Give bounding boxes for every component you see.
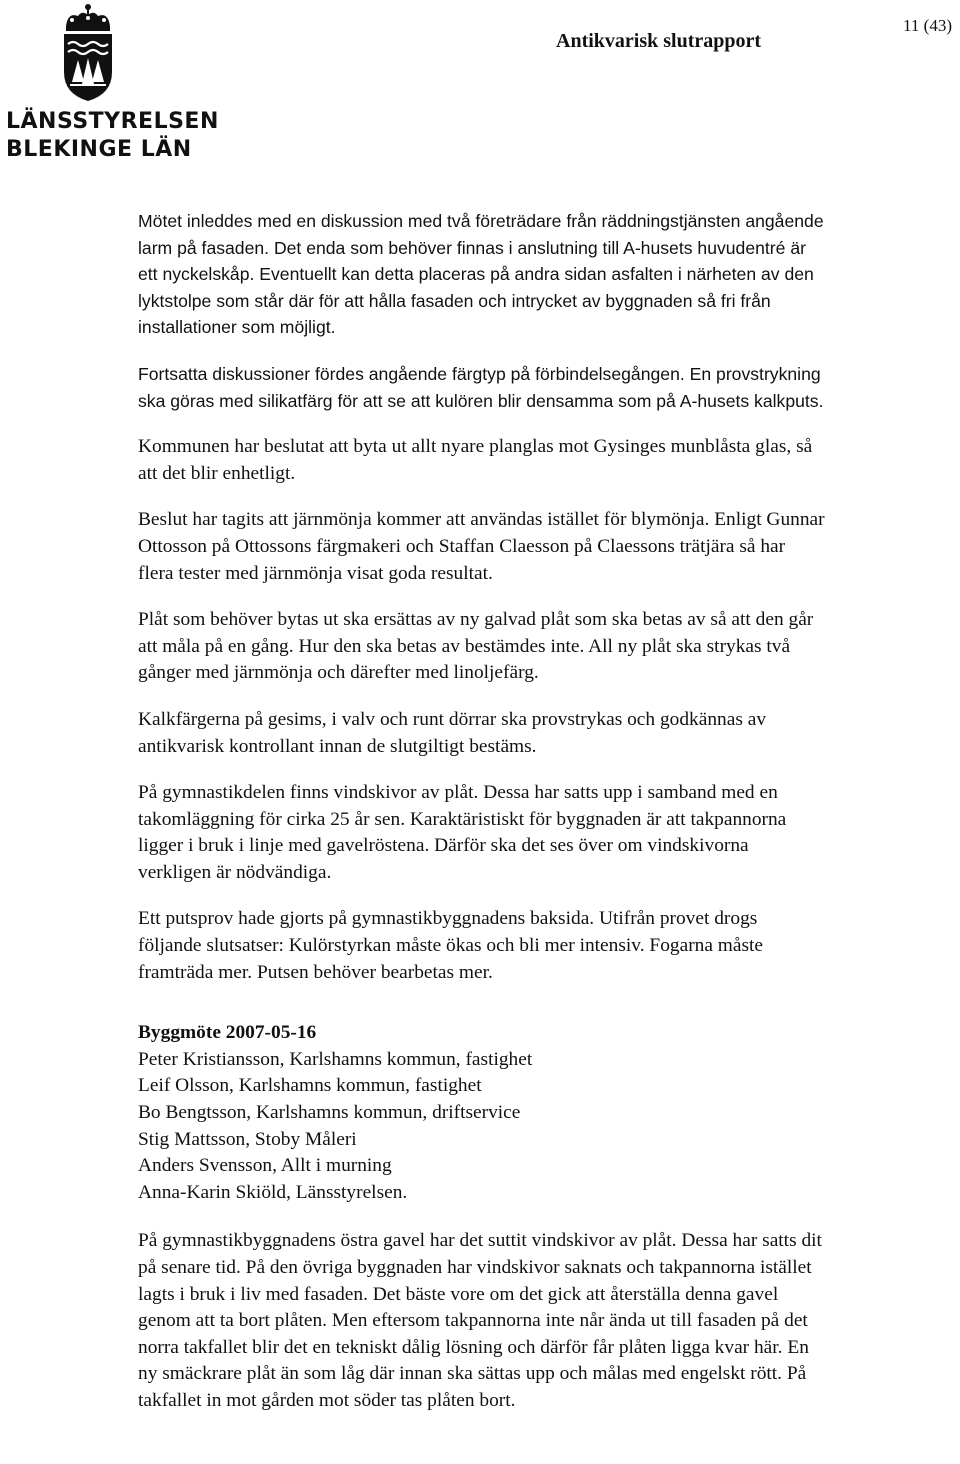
- text-line: genom att ta bort plåten. Men eftersom takpannorna inte når ända ut till fasaden på det: [138, 1310, 808, 1332]
- page-number: 11 (43): [903, 16, 952, 35]
- text-line: framträda mer. Putsen behöver bearbetas mer.: [138, 961, 493, 983]
- text-line: installationer som möjligt.: [138, 317, 336, 338]
- text-line: gånger med järnmönja och därefter med linoljefärg.: [138, 662, 539, 684]
- paragraph-6: [138, 707, 958, 760]
- attendee-line: Anna-Karin Skiöld, Länsstyrelsen.: [138, 1181, 408, 1203]
- text-line: På gymnastikdelen finns vindskivor av plåt. Dessa har satts upp i samband med en: [138, 782, 778, 804]
- text-line: följande slutsatser: Kulörstyrkan måste ökas och bli mer intensiv. Fogarna måste: [138, 935, 764, 957]
- attendee-line: Peter Kristiansson, Karlshamns kommun, fastighet: [138, 1048, 533, 1070]
- text-line: norra takfallet blir det en tekniskt dålig lösning och därför får plåten ligga kvar här. En: [138, 1336, 809, 1358]
- paragraph-1: [138, 208, 958, 341]
- organization-name-line2: BLEKINGE LÄN: [6, 137, 192, 162]
- paragraph-4: [138, 507, 958, 587]
- text-line: ett nyckelskåp. Eventuellt kan detta placeras på andra sidan asfalten i närheten av den: [138, 264, 814, 285]
- text-line: antikvarisk kontrollant innan de slutgiltigt bestäms.: [138, 735, 537, 757]
- text-line: Mötet inleddes med en diskussion med två företrädare från räddningstjänsten angående: [138, 211, 824, 231]
- attendee-line: Bo Bengtsson, Karlshamns kommun, driftservice: [138, 1102, 521, 1124]
- text-line: flera tester med järnmönja visat goda resultat.: [138, 562, 493, 584]
- county-coat-of-arms-icon: [58, 2, 118, 102]
- text-line: verkligen är nödvändiga.: [138, 861, 332, 883]
- text-line: Ett putsprov hade gjorts på gymnastikbyggnadens baksida. Utifrån provet drogs: [138, 908, 758, 930]
- text-line: att måla på en gång. Hur den ska betas av bestämdes inte. All ny plåt ska strykas två: [138, 635, 791, 657]
- text-line: lagts i bruk i liv med fasaden. Det bäste vore om det gick att återställa denna gavel: [138, 1283, 779, 1305]
- text-line: takfallet in mot gården mot söder tas plåten bort.: [138, 1389, 516, 1411]
- text-line: att det blir enhetligt.: [138, 462, 296, 484]
- paragraph-2: [138, 361, 958, 414]
- paragraph-3: [138, 434, 958, 487]
- paragraph-5: [138, 607, 958, 687]
- meeting-section: [138, 1020, 958, 1206]
- text-line: På gymnastikbyggnadens östra gavel har det suttit vindskivor av plåt. Dessa har satts dit: [138, 1230, 822, 1252]
- text-line: Fortsatta diskussioner fördes angående färgtyp på förbindelsegången. En provstrykning: [138, 363, 821, 384]
- paragraph-7: [138, 780, 958, 886]
- document-body: [138, 208, 958, 1435]
- attendee-line: Stig Mattsson, Stoby Måleri: [138, 1128, 357, 1150]
- text-line: ska göras med silikatfärg för att se att kulören blir densamma som på A-husets kalkputs.: [138, 390, 824, 411]
- text-line: larm på fasaden. Det enda som behöver finnas i anslutning till A-husets huvudentré är: [138, 237, 806, 258]
- paragraph-8: [138, 906, 958, 986]
- text-line: Kommunen har beslutat att byta ut allt nyare planglas mot Gysinges munblåsta glas, så: [138, 436, 813, 458]
- text-line: Beslut har tagits att järnmönja kommer att användas istället för blymönja. Enligt Gunnar: [138, 509, 825, 531]
- text-line: takomläggning för cirka 25 år sen. Karaktäristiskt för byggnaden är att takpannorna: [138, 808, 787, 830]
- text-line: Plåt som behöver bytas ut ska ersättas av ny galvad plåt som ska betas av så att den går: [138, 609, 814, 631]
- text-line: på senare tid. På den övriga byggnaden har vindskivor saknats och takpannorna istället: [138, 1257, 812, 1278]
- meeting-heading: Byggmöte 2007-05-16: [138, 1022, 317, 1044]
- report-title: Antikvarisk slutrapport: [556, 30, 762, 52]
- text-line: ny smäckrare plåt än som låg där innan ska sättas upp och målas med engelskt rött. På: [138, 1363, 807, 1385]
- organization-name: [6, 108, 219, 164]
- attendee-line: Leif Olsson, Karlshamns kommun, fastighet: [138, 1075, 482, 1097]
- closing-paragraph: [138, 1228, 958, 1414]
- text-line: lyktstolpe som står där för att hålla fasaden och intrycket av byggnaden så fri från: [138, 290, 771, 311]
- attendee-line: Anders Svensson, Allt i murning: [138, 1155, 392, 1177]
- text-line: Kalkfärgerna på gesims, i valv och runt dörrar ska provstrykas och godkännas av: [138, 708, 767, 730]
- text-line: ligger i bruk i linje med gavelröstena. Därför ska det ses över om vindskivorna: [138, 835, 749, 857]
- text-line: Ottosson på Ottossons färgmakeri och Staffan Claesson på Claessons trätjära så har: [138, 535, 786, 557]
- organization-name-line1: LÄNSSTYRELSEN: [6, 109, 219, 134]
- organization-logo: [0, 0, 219, 170]
